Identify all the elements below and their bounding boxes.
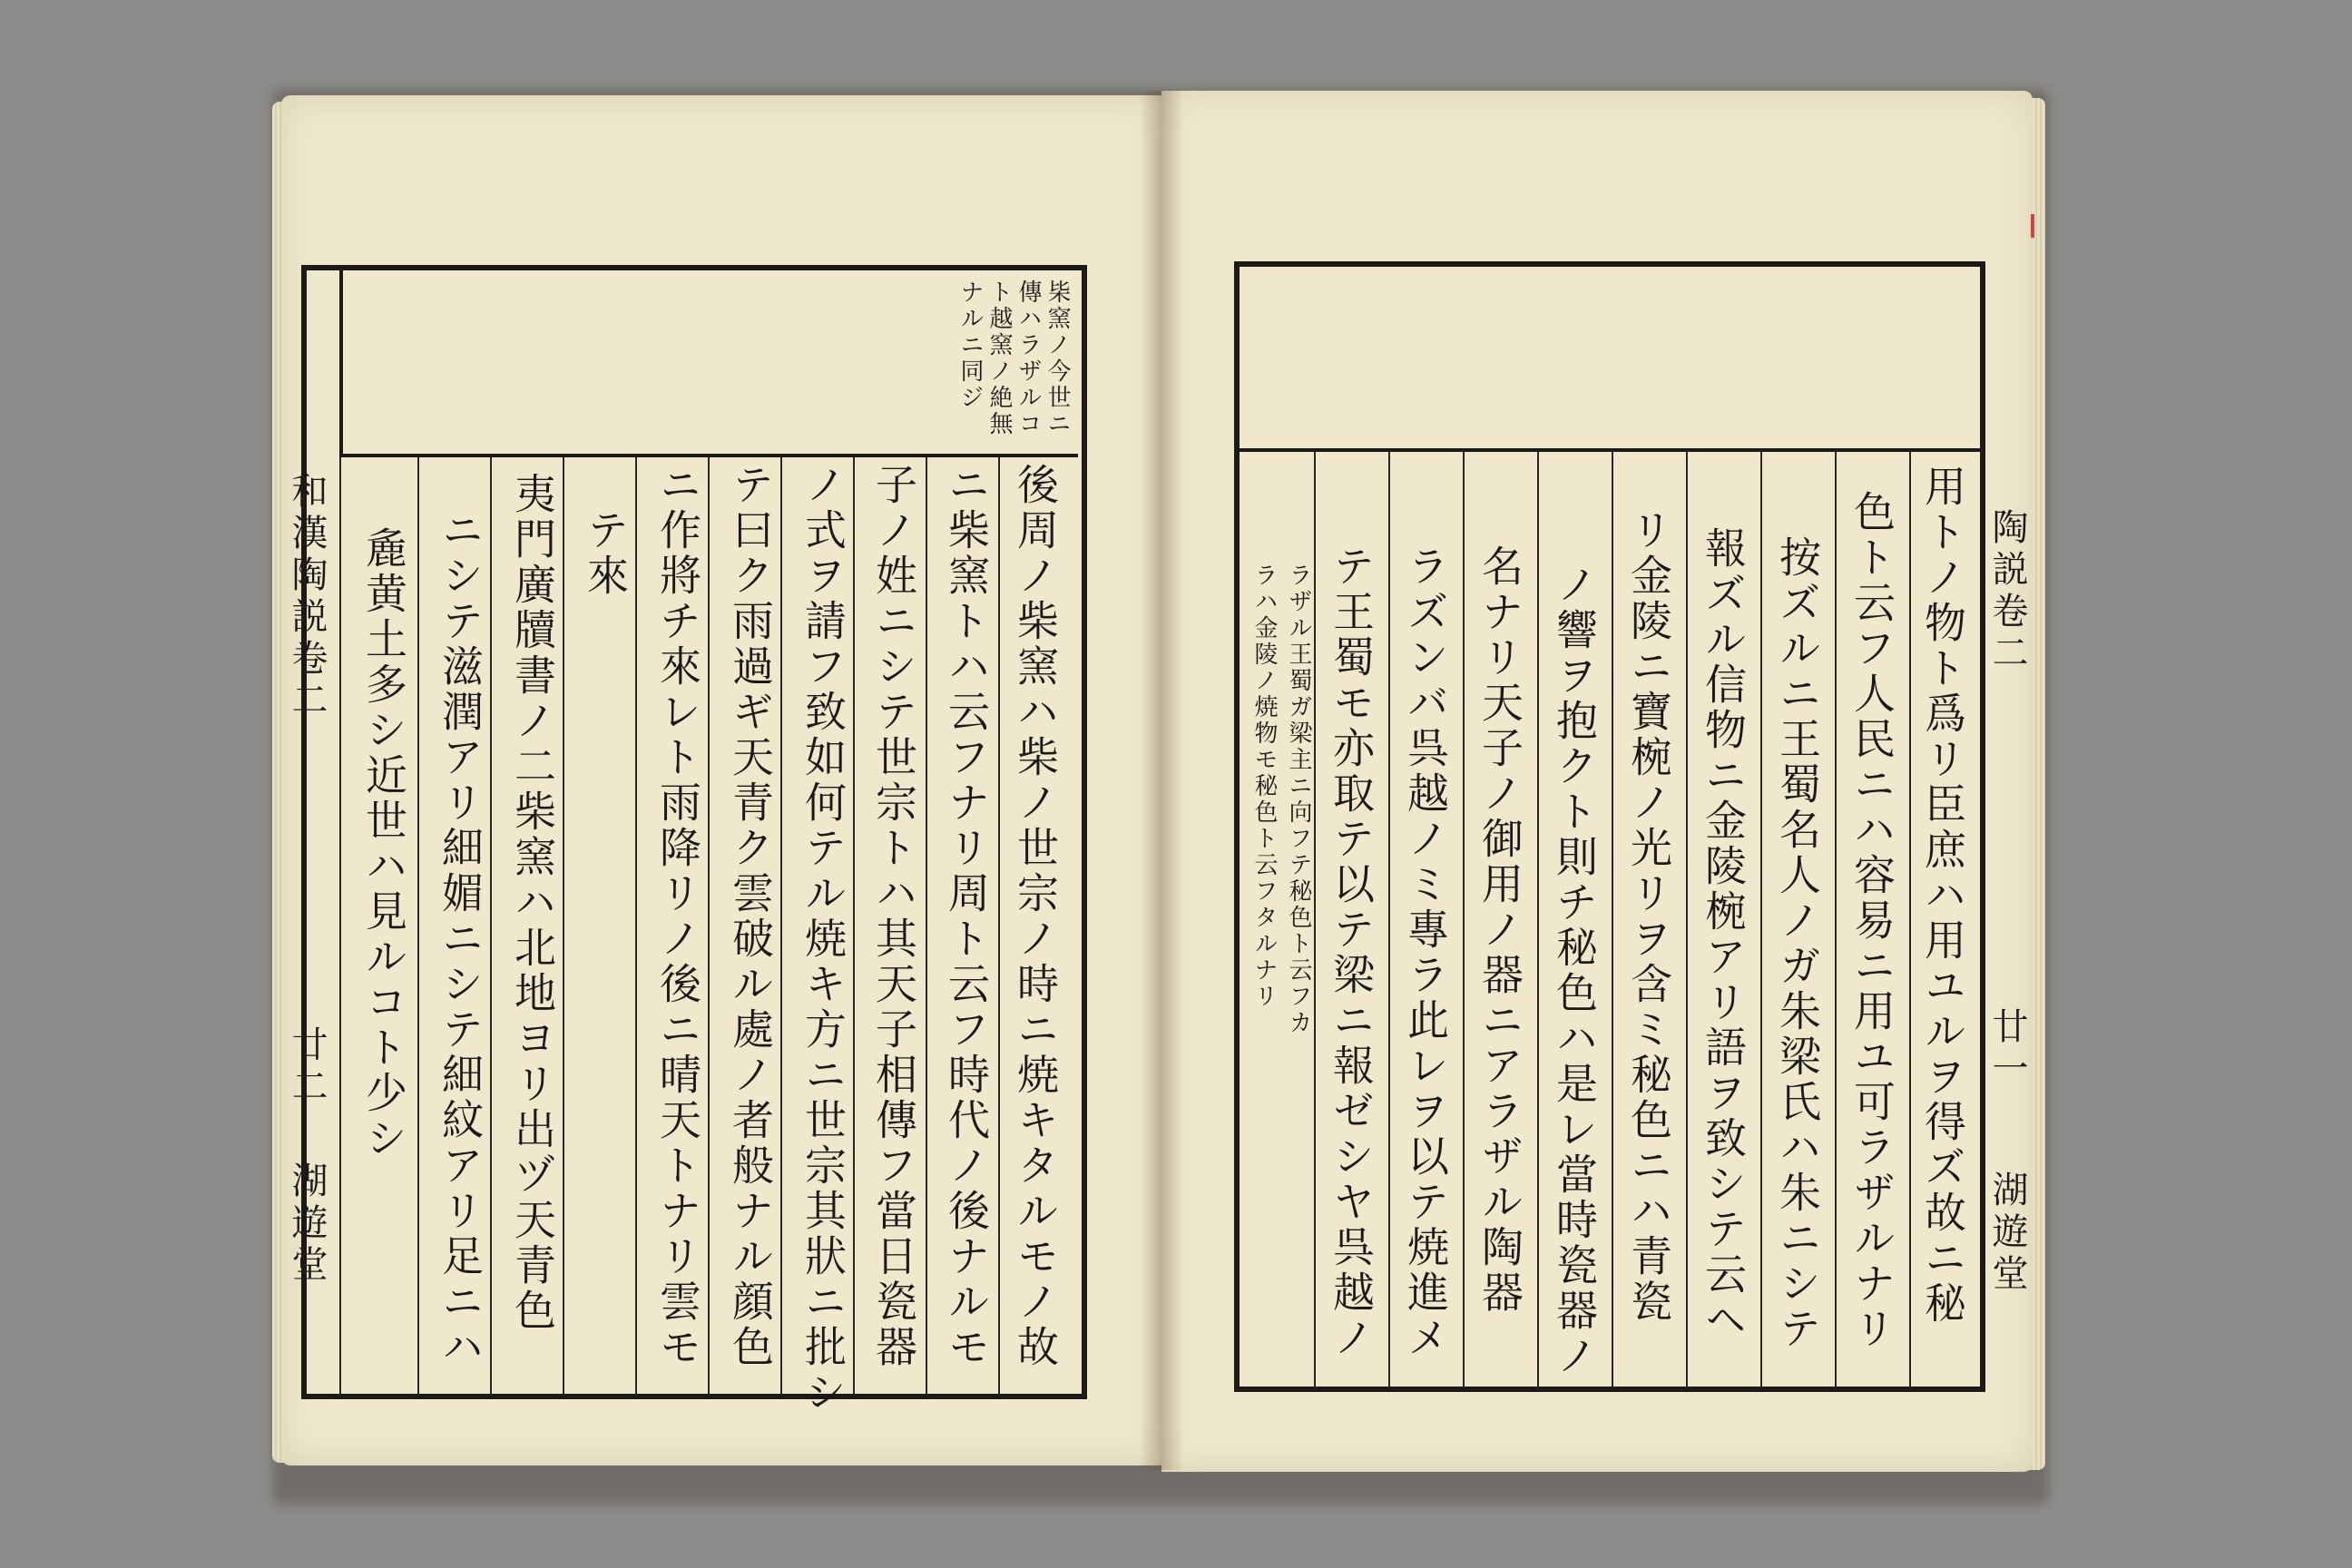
left-margin-publisher: 湖遊堂 [286, 1161, 328, 1287]
left-column-rule [563, 457, 564, 1396]
right-text-column-9: テ王蜀モ亦取テ以テ梁ニ報ゼシヤ呉越ノ [1327, 544, 1376, 1361]
left-column-rule [708, 457, 710, 1396]
left-text-column-4: ノ式ヲ請フ致如何テル焼キ方ニ世宗其狀ニ批シ [799, 463, 848, 1416]
right-text-column-11: ラハ金陵ノ焼物モ秘色ト云フタルナリ [1250, 563, 1278, 1010]
left-margin-title: 和漢陶説卷二 [286, 472, 328, 722]
left-header-note-4: ナルニ同ジ [956, 279, 984, 411]
left-column-rule [853, 457, 855, 1396]
left-column-rule [926, 457, 927, 1396]
left-text-column-9: 夷門廣牘書ノ二柴窯ハ北地ヨリ出ヅ天青色 [508, 472, 557, 1334]
book-gutter [1140, 91, 1183, 1470]
right-margin-folio: 廿一 [1986, 1007, 2028, 1091]
red-edge-mark [2031, 214, 2034, 238]
left-text-column-6: ニ作將チ來レト雨降リノ後ニ晴天トナリ雲モ [653, 463, 702, 1370]
right-text-column-1: 用トノ物ト爲リ臣庶ハ用ユルヲ得ズ故ニ秘 [1918, 465, 1967, 1327]
left-column-rule [339, 457, 341, 1396]
right-header-box [1238, 265, 1980, 452]
right-margin-publisher: 湖遊堂 [1986, 1171, 2028, 1296]
left-header-note-2: 傳ハラザルコ [1014, 279, 1042, 437]
left-header-note-1: 枈窯ノ今世ニ [1044, 279, 1071, 437]
left-column-rule [417, 457, 419, 1396]
right-column-rule [1388, 452, 1390, 1388]
left-text-column-10: ニシテ滋潤アリ細媚ニシテ細紋アリ足ニハ [436, 508, 485, 1370]
right-text-column-8: ラズンバ呉越ノミ專ラ此レヲ以テ焼進メ [1401, 544, 1450, 1361]
right-text-column-7: 名ナリ天子ノ御用ノ器ニアラザル陶器 [1475, 544, 1524, 1316]
right-column-rule [1686, 452, 1688, 1388]
right-text-column-3: 按ズルニ王蜀名人ノガ朱梁氏ハ朱ニシテ [1773, 535, 1822, 1352]
left-text-column-1: 後周ノ柴窯ハ柴ノ世宗ノ時ニ焼キタルモノ故 [1011, 463, 1060, 1370]
right-text-column-5: リ金陵ニ寶椀ノ光リヲ含ミ秘色ニハ青瓷 [1624, 508, 1673, 1325]
right-column-rule [1909, 452, 1911, 1388]
right-text-column-6: ノ響ヲ抱クト則チ秘色ハ是レ當時瓷器ノ [1550, 563, 1599, 1379]
left-header-note-3: ト越窯ノ絶無 [985, 279, 1013, 437]
left-text-column-2: ニ柴窯トハ云フナリ周ト云フ時代ノ後ナルモ [942, 463, 991, 1370]
right-text-column-2: 色ト云フ人民ニハ容易ニ用ユ可ラザルナリ [1847, 490, 1896, 1352]
left-text-column-5: テ曰ク雨過ギ天青ク雲破ル處ノ者般ナル顔色 [726, 463, 775, 1370]
right-text-column-4: 報ズル信物ニ金陵椀アリ語ヲ致シテ云ヘ [1699, 526, 1748, 1343]
right-column-rule [1537, 452, 1539, 1388]
left-text-column-11: 麁黄土多シ近世ハ見ルコト少シ [359, 526, 408, 1161]
right-column-rule [1835, 452, 1837, 1388]
left-margin-folio: 廿二 [286, 1025, 328, 1109]
right-column-rule [1463, 452, 1465, 1388]
left-column-rule [635, 457, 637, 1396]
right-column-rule [1612, 452, 1613, 1388]
right-margin-title: 陶説卷二 [1986, 508, 2028, 675]
right-column-rule [1760, 452, 1762, 1388]
left-text-column-7: テ來 [581, 508, 630, 599]
left-column-rule [780, 457, 782, 1396]
left-column-rule [490, 457, 492, 1396]
left-text-column-3: 子ノ姓ニシテ世宗トハ其天子相傳フ當日瓷器 [869, 463, 918, 1370]
right-column-rule [1314, 452, 1316, 1388]
left-column-rule [998, 457, 1000, 1396]
right-text-column-10: ラザル王蜀ガ梁主ニ向フテ秘色ト云フカ [1285, 563, 1312, 1036]
